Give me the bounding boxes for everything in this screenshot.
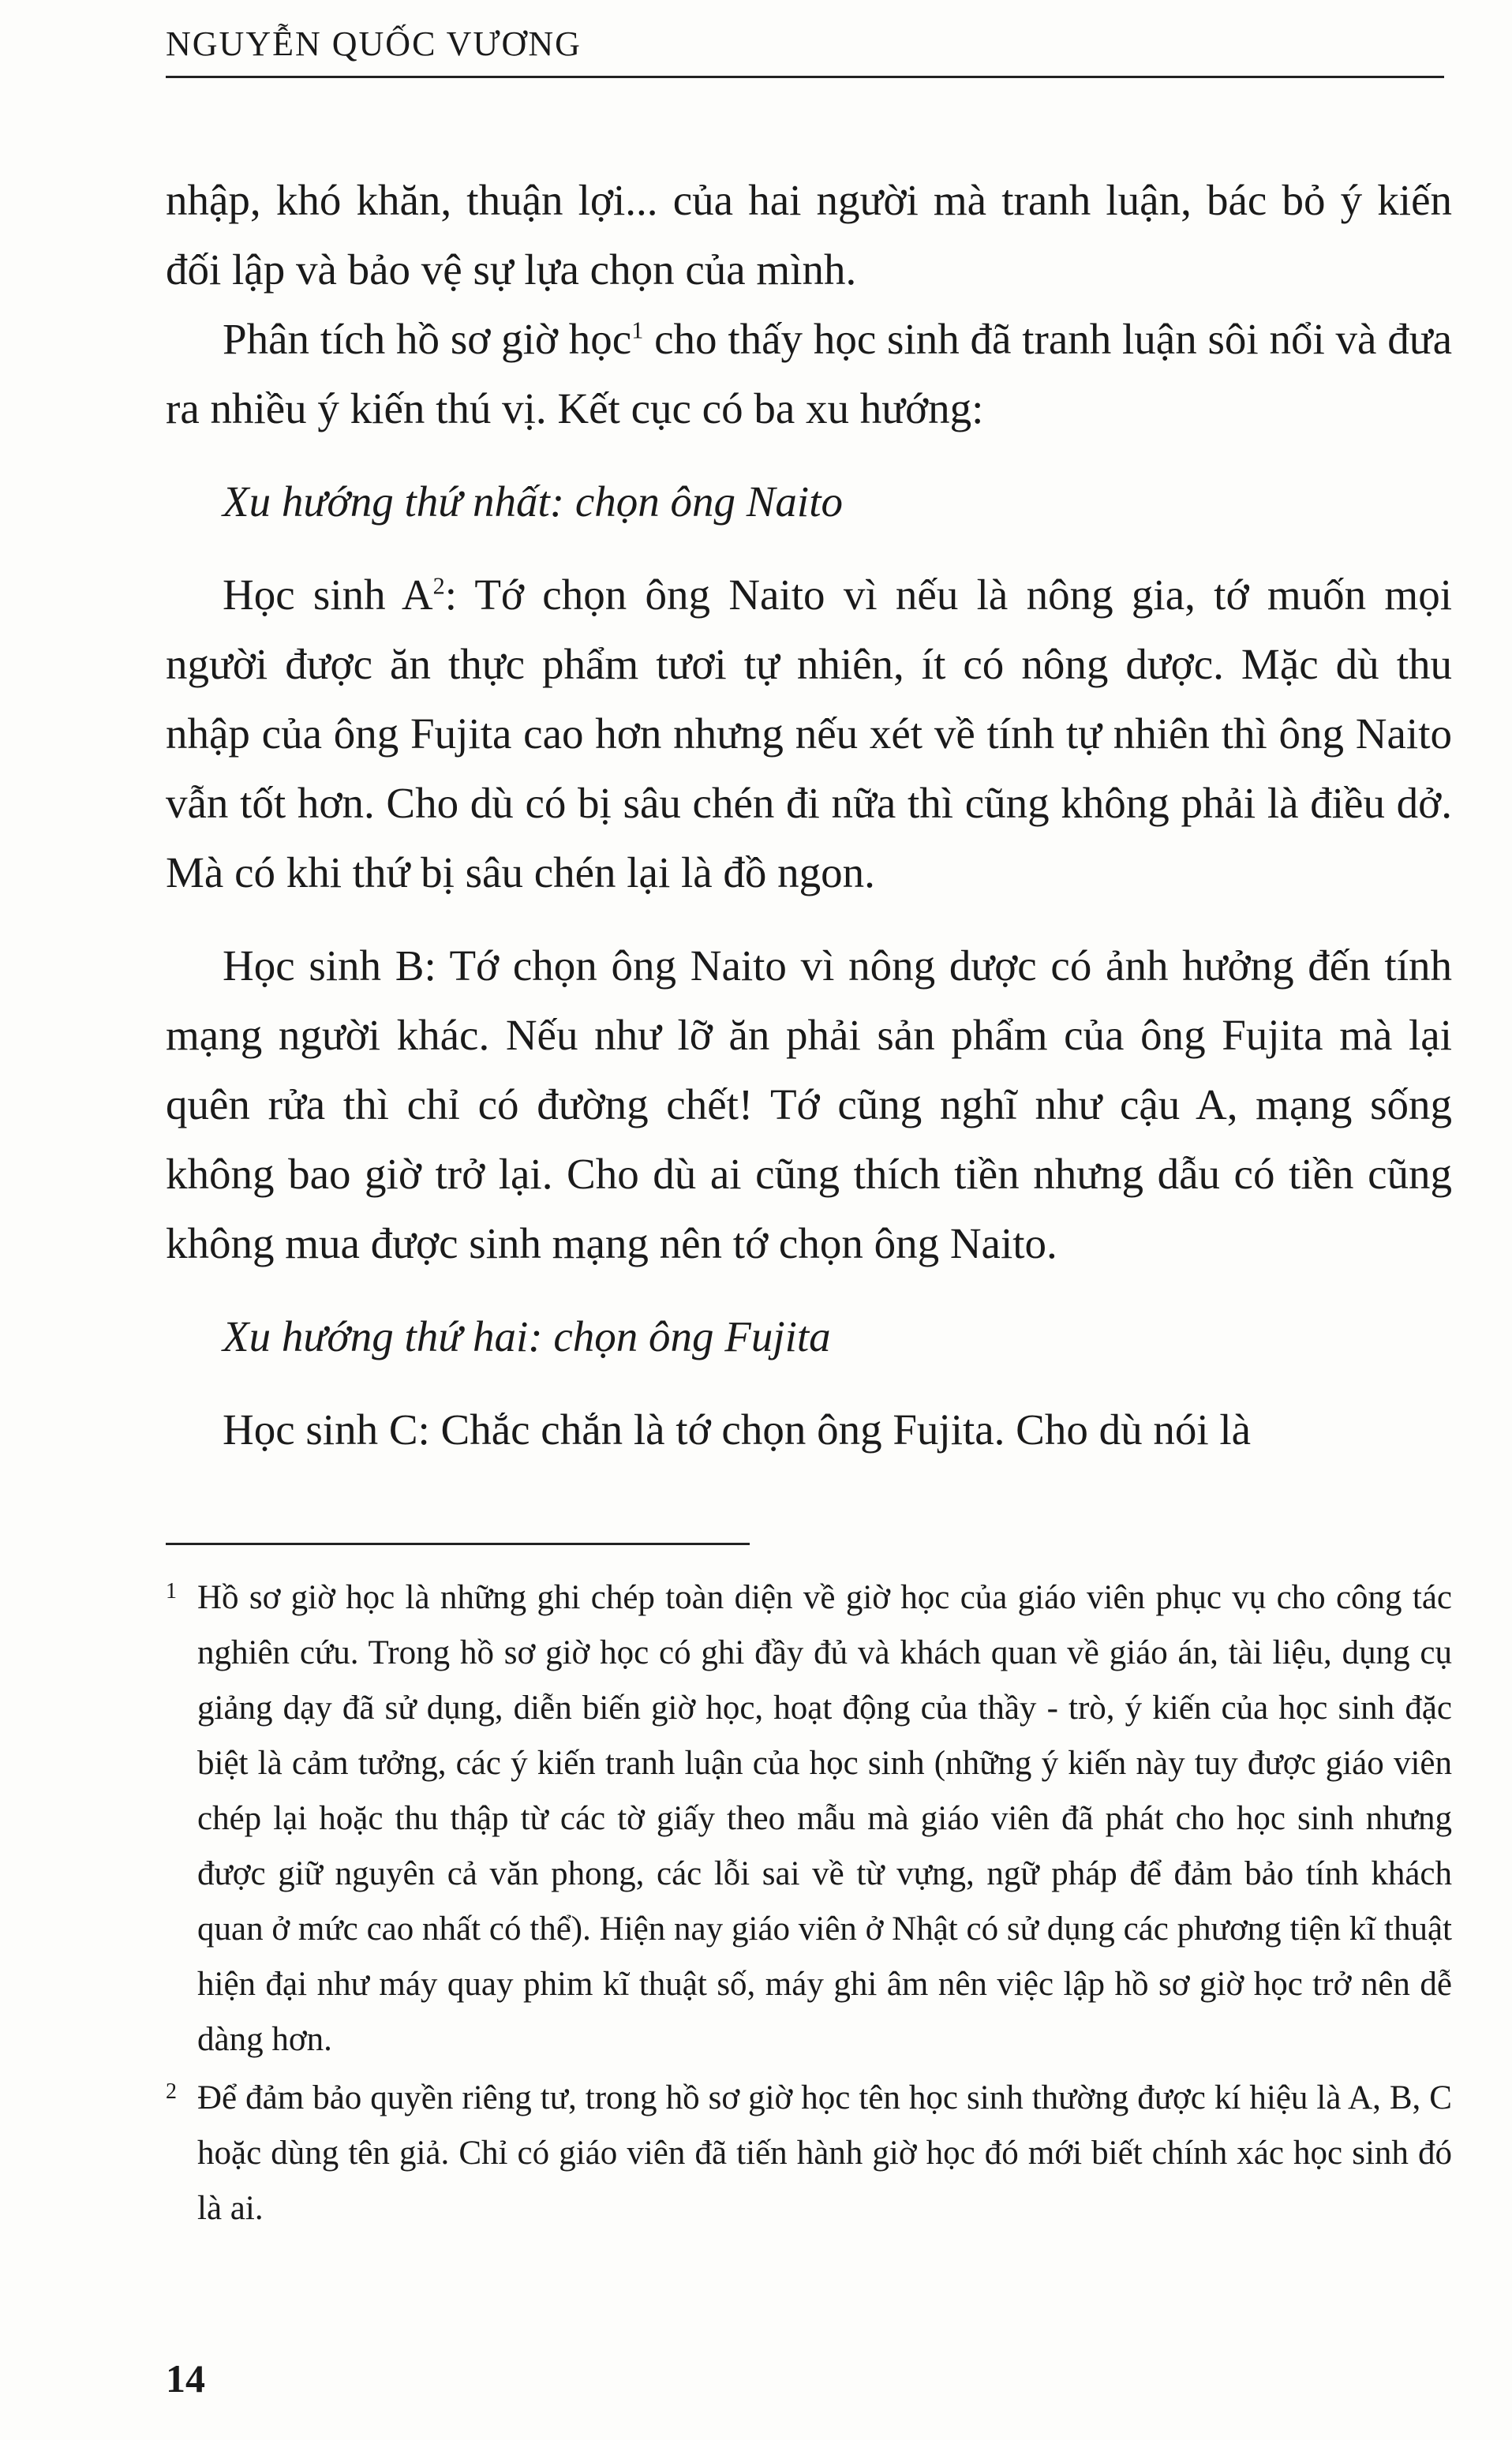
footnote-number: 2 bbox=[166, 2079, 177, 2104]
paragraph: Học sinh B: Tớ chọn ông Naito vì nông dược có ảnh hưởng đến tính mạng người khác. Nếu như lỡ ăn phải sản phẩm của ông Fujita mà lại quên rửa thì chỉ có đường chết! Tớ cũng nghĩ như cậu A, mạng sống không bao giờ trở lại. Cho dù ai cũng thích tiền nhưng dẫu có tiền cũng không mua được sinh mạng nên tớ chọn ông Naito. bbox=[166, 941, 1452, 1267]
paragraph: Học sinh C: Chắc chắn là tớ chọn ông Fujita. Cho dù nói là bbox=[223, 1405, 1252, 1454]
paragraph bbox=[166, 305, 1452, 443]
running-head: NGUYỄN QUỐC VƯƠNG bbox=[166, 24, 582, 63]
footnote-reference: 1 bbox=[631, 316, 644, 344]
footnote-number: 1 bbox=[166, 1579, 177, 1604]
footnote-text: Hồ sơ giờ học là những ghi chép toàn diện về giờ học của giáo viên phục vụ cho công tác nghiên cứu. Trong hồ sơ giờ học có ghi đầy đủ và khách quan về giáo án, tài liệu, dụng cụ giảng dạy đã sử dụng, diễn biến giờ học, hoạt động của thầy - trò, ý kiến của học sinh đặc biệt là cảm tưởng, các ý kiến tranh luận của học sinh (những ý kiến này tuy được giáo viên chép lại hoặc thu thập từ các tờ giấy theo mẫu mà giáo viên đã phát cho học sinh nhưng được giữ nguyên cả văn phong, các lỗi sai về từ vựng, ngữ pháp để đảm bảo tính khách quan ở mức cao nhất có thể). Hiện nay giáo viên ở Nhật có sử dụng các phương tiện kĩ thuật hiện đại như máy quay phim kĩ thuật số, máy ghi âm nên việc lập hồ sơ giờ học trở nên dễ dàng hơn. bbox=[197, 1579, 1452, 2058]
footnotes bbox=[166, 1570, 1452, 2240]
paragraph-text: : Tớ chọn ông Naito vì nếu là nông gia, tớ muốn mọi người được ăn thực phẩm tươi tự nhiên, ít có nông dược. Mặc dù thu nhập của ông Fujita cao hơn nhưng nếu xét về tính tự nhiên thì ông Naito vẫn tốt hơn. Cho dù có bị sâu chén đi nữa thì cũng không phải là điều dở. Mà có khi thứ bị sâu chén lại là đồ ngon. bbox=[166, 571, 1452, 896]
paragraph: nhập, khó khăn, thuận lợi... của hai người mà tranh luận, bác bỏ ý kiến đối lập và bảo vệ sự lựa chọn của mình. bbox=[166, 176, 1452, 294]
page-number: 14 bbox=[166, 2356, 205, 2401]
footnote-reference: 2 bbox=[432, 572, 445, 600]
paragraph bbox=[166, 560, 1452, 908]
main-text bbox=[166, 166, 1452, 1465]
footnote-separator bbox=[166, 1543, 750, 1545]
footnote bbox=[166, 2071, 1452, 2236]
paragraph-text: Phân tích hồ sơ giờ học bbox=[223, 315, 632, 363]
footnote-text: Để đảm bảo quyền riêng tư, trong hồ sơ giờ học tên học sinh thường được kí hiệu là A, B, C hoặc dùng tên giả. Chỉ có giáo viên đã tiến hành giờ học đó mới biết chính xác học sinh đó là ai. bbox=[197, 2079, 1452, 2227]
paragraph-text: Học sinh A bbox=[223, 571, 433, 619]
section-heading: Xu hướng thứ hai: chọn ông Fujita bbox=[223, 1312, 831, 1360]
header-rule bbox=[166, 76, 1444, 78]
section-heading: Xu hướng thứ nhất: chọn ông Naito bbox=[223, 477, 843, 526]
footnote bbox=[166, 1570, 1452, 2068]
paragraph-text: cho thấy học sinh đã tranh luận sôi nổi và đưa ra nhiều ý kiến thú vị. Kết cục có ba xu hướng: bbox=[166, 315, 1452, 432]
